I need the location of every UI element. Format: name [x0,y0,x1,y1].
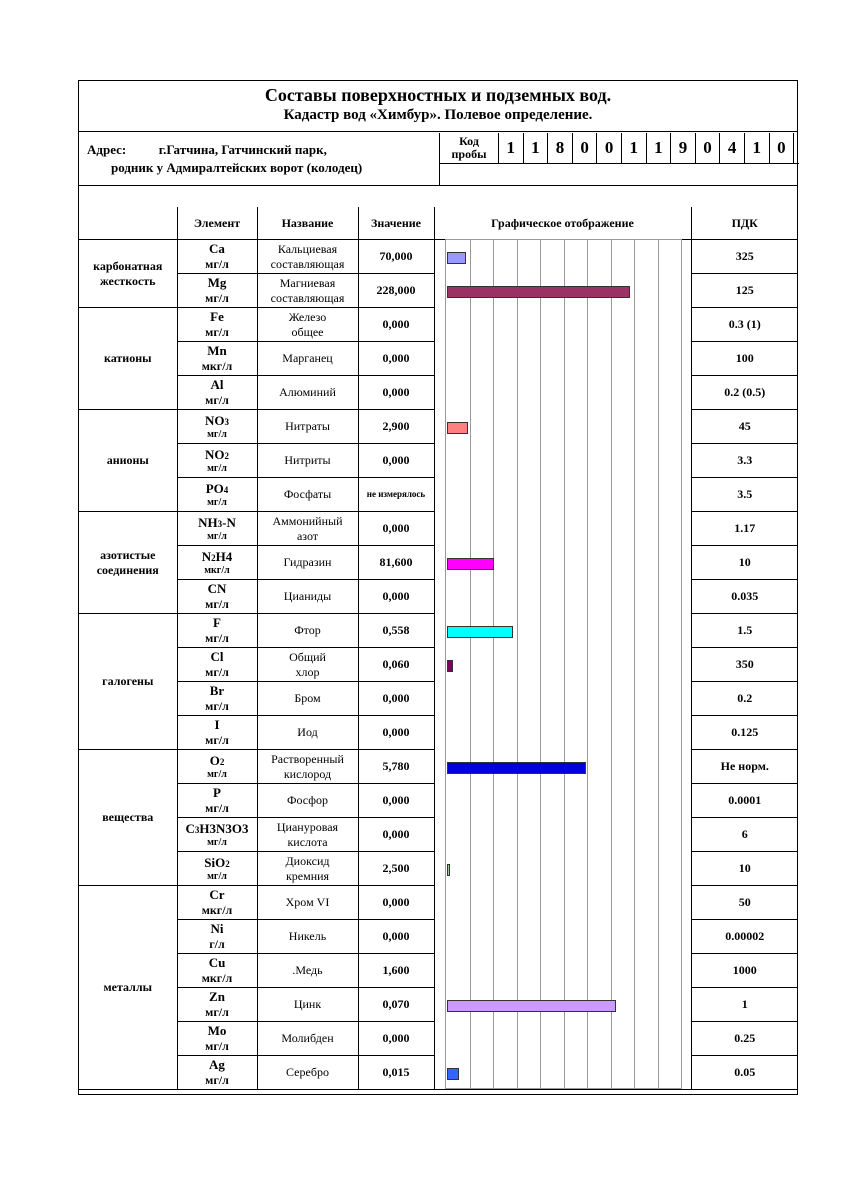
name-line-1: Серебро [286,1065,329,1079]
name-line-1: Растворенный [271,751,344,766]
element-cell [177,988,257,1022]
code-digit: 0 [696,133,721,163]
element-symbol: O [209,752,220,768]
element-symbol: Br [209,682,225,698]
element-symbol: NH [198,514,218,530]
pdk-cell: 0.00002 [691,920,798,954]
element-symbol-suffix: H3N3O3 [199,820,249,836]
element-cell [177,308,257,342]
element-symbol: I [214,716,220,732]
pdk-cell: 0.2 (0.5) [691,376,798,410]
element-unit: мг/л [205,290,229,305]
element-unit: мг/л [205,664,229,679]
pdk-cell: 100 [691,342,798,376]
divider [79,131,797,132]
divider [79,185,797,186]
name-cell [257,954,358,988]
name-cell [257,852,358,886]
header-value: Значение [358,207,434,240]
element-cell [177,750,257,784]
name-cell [257,818,358,852]
value-cell: 5,780 [358,750,434,784]
element-subscript: 2 [211,552,216,563]
element-subscript: 3 [217,518,223,529]
pdk-cell: 0.035 [691,580,798,614]
value-cell: 70,000 [358,240,434,274]
grid-line [587,240,588,1088]
value-cell: 0,070 [358,988,434,1022]
element-cell [177,716,257,750]
value-cell: не измерялось [358,478,434,512]
group-label-line-1: металлы [103,980,152,994]
address-line-2: родник у Адмиралтейских ворот (колодец) [111,160,363,175]
element-symbol: Mg [207,274,227,290]
name-line-1: Цианиды [283,589,332,603]
name-line-1: Диоксид [285,853,330,868]
element-cell [177,1056,257,1090]
pdk-cell: 10 [691,852,798,886]
value-cell: 2,900 [358,410,434,444]
name-line-1: .Медь [292,963,323,977]
element-cell [177,546,257,580]
table-row [79,240,798,274]
name-line-1: Марганец [282,351,333,365]
name-cell [257,342,358,376]
code-label-line-2: пробы [451,147,487,161]
value-cell: 2,500 [358,852,434,886]
value-cell: 0,000 [358,886,434,920]
address-label: Адрес: [87,142,127,157]
name-cell [257,1056,358,1090]
name-cell [257,750,358,784]
value-bar [447,864,450,876]
element-unit: мг/л [207,496,227,508]
header-name: Название [257,207,358,240]
element-cell [177,274,257,308]
element-cell [177,818,257,852]
value-cell: 0,000 [358,920,434,954]
name-line-1: Нитраты [285,419,330,433]
name-cell [257,580,358,614]
value-cell: 0,000 [358,1022,434,1056]
name-line-1: Магниевая [279,275,336,290]
name-line-1: Цинк [293,997,322,1011]
element-unit: мкг/л [201,970,233,985]
element-symbol: Ca [209,240,225,256]
element-symbol: CN [207,580,227,596]
name-line-1: Железо [288,309,327,324]
group-label-line-1: карбонатная [93,258,163,273]
value-cell: 0,558 [358,614,434,648]
element-unit: мкг/л [201,358,233,373]
name-line-1: Общий [289,649,326,664]
grid-line [564,240,565,1088]
value-cell: 0,000 [358,818,434,852]
element-cell [177,614,257,648]
element-unit: г/л [209,936,225,951]
value-cell: 0,000 [358,580,434,614]
element-cell [177,478,257,512]
value-bar [447,286,630,298]
name-cell [257,240,358,274]
pdk-cell: 3.3 [691,444,798,478]
element-symbol: N [201,548,212,564]
name-line-1: Алюминий [279,385,336,399]
sample-code-box [439,133,799,164]
pdk-cell: 6 [691,818,798,852]
element-unit: мг/л [207,530,227,542]
element-unit: мг/л [205,324,229,339]
element-subscript: 3 [194,824,200,835]
element-symbol: Ag [209,1056,225,1072]
grid-line [634,240,635,1088]
header-graph: Графическое отображение [434,207,691,240]
composition-table [79,207,798,1090]
element-cell [177,886,257,920]
pdk-cell: 0.05 [691,1056,798,1090]
element-cell [177,444,257,478]
name-cell [257,886,358,920]
code-digit: 9 [671,133,696,163]
element-symbol: P [213,784,221,800]
element-unit: мг/л [205,630,229,645]
code-digit: 1 [499,133,524,163]
element-subscript: 2 [224,450,229,461]
value-cell: 0,000 [358,716,434,750]
value-cell: 0,000 [358,512,434,546]
group-label-line-1: анионы [106,453,149,467]
element-cell [177,954,257,988]
value-bar [447,558,494,570]
pdk-cell: 3.5 [691,478,798,512]
element-symbol: Zn [209,988,225,1004]
element-unit: мг/л [205,732,229,747]
group-label-line-1: азотистые [100,547,156,562]
value-cell: 0,000 [358,376,434,410]
name-cell [257,478,358,512]
name-line-2: кислота [287,834,328,849]
element-cell [177,920,257,954]
header-pdk: ПДК [691,207,798,240]
value-cell: 0,000 [358,784,434,818]
name-cell [257,512,358,546]
value-cell: 0,000 [358,444,434,478]
element-symbol: NO [205,446,225,462]
group-label [79,410,177,512]
name-line-2: кислород [283,766,332,781]
element-symbol: Ni [210,920,224,936]
element-symbol: Cu [208,954,226,970]
pdk-cell: 1000 [691,954,798,988]
value-cell: 228,000 [358,274,434,308]
group-label-line-2: жесткость [99,273,156,288]
group-label [79,750,177,886]
element-unit: мкг/л [201,902,233,917]
value-bar [447,660,453,672]
name-cell [257,546,358,580]
code-digit: 1 [647,133,672,163]
name-cell [257,274,358,308]
pdk-cell: 10 [691,546,798,580]
pdk-cell: 325 [691,240,798,274]
element-unit: мг/л [205,392,229,407]
element-subscript: 3 [224,416,229,427]
address-line-1: г.Гатчина, Гатчинский парк, [158,142,327,157]
name-line-1: Никель [288,929,327,943]
element-symbol: SiO [204,854,226,870]
name-line-1: Фосфор [286,793,329,807]
pdk-cell: Не норм. [691,750,798,784]
value-cell: 81,600 [358,546,434,580]
name-line-2: азот [296,528,319,543]
page-title: Составы поверхностных и подземных вод. [264,85,612,105]
element-symbol: Al [210,376,224,392]
group-label [79,240,177,308]
pdk-cell: 45 [691,410,798,444]
value-bar [447,762,586,774]
name-line-1: Нитриты [284,453,331,467]
code-digit: 8 [548,133,573,163]
element-cell [177,1022,257,1056]
group-label [79,886,177,1090]
element-subscript: 2 [219,756,225,767]
group-label [79,512,177,614]
grid-line [470,240,471,1088]
value-bar [447,252,466,264]
name-line-2: составляющая [270,290,345,305]
element-symbol: Cr [209,886,225,902]
element-unit: мг/л [207,836,227,848]
name-cell [257,988,358,1022]
element-symbol: Cl [210,648,224,664]
code-digit: 0 [573,133,598,163]
element-unit: мг/л [207,428,227,440]
name-cell [257,784,358,818]
element-cell [177,648,257,682]
code-digit: 0 [597,133,622,163]
element-cell [177,852,257,886]
name-cell [257,614,358,648]
name-line-1: Хром VI [285,895,330,909]
element-symbol: F [213,614,221,630]
header-element: Элемент [177,207,257,240]
value-cell: 0,000 [358,308,434,342]
code-digit: 1 [524,133,549,163]
name-line-1: Фтор [294,623,321,637]
element-unit: мг/л [205,596,229,611]
name-cell [257,444,358,478]
element-unit: мг/л [205,256,229,271]
group-label [79,308,177,410]
code-digit: 1 [622,133,647,163]
pdk-cell: 0.2 [691,682,798,716]
value-cell: 1,600 [358,954,434,988]
report-frame [78,80,798,1095]
sample-code-digits [499,133,794,163]
element-cell [177,240,257,274]
name-cell [257,308,358,342]
value-bar [447,626,513,638]
value-bar [447,1000,616,1012]
name-line-1: Гидразин [283,555,332,569]
name-line-2: общее [291,324,324,339]
element-symbol: Fe [210,308,224,324]
group-label-line-1: катионы [103,351,152,365]
element-cell [177,580,257,614]
name-line-1: Циануровая [276,819,339,834]
element-symbol-suffix: H4 [215,548,233,564]
value-cell: 0,060 [358,648,434,682]
grid-line [658,240,659,1088]
element-cell [177,682,257,716]
bar-chart-area [445,239,682,1089]
grid-line [540,240,541,1088]
code-digit: 4 [720,133,745,163]
grid-line [611,240,612,1088]
element-unit: мг/л [207,768,227,780]
element-subscript: 2 [225,858,230,869]
name-cell [257,410,358,444]
element-cell [177,342,257,376]
value-cell: 0,015 [358,1056,434,1090]
element-unit: мг/л [207,462,227,474]
name-cell [257,682,358,716]
header-group [79,207,177,240]
name-line-2: хлор [295,664,320,679]
address-block [87,141,362,177]
name-line-1: Фосфаты [283,487,332,501]
name-line-1: Иод [297,725,318,739]
pdk-cell: 350 [691,648,798,682]
element-symbol-suffix: -N [222,514,236,530]
name-cell [257,920,358,954]
pdk-cell: 0.125 [691,716,798,750]
pdk-cell: 1.5 [691,614,798,648]
name-line-1: Кальциевая [277,241,338,256]
element-symbol: C [185,820,195,836]
code-label-line-1: Код [459,134,479,148]
name-line-1: Аммонийный [272,513,343,528]
element-cell [177,512,257,546]
page-subtitle: Кадастр вод «Химбур». Полевое определение. [283,107,593,123]
name-cell [257,648,358,682]
name-line-1: Бром [294,691,321,705]
code-digit: 0 [770,133,795,163]
value-bar [447,422,468,434]
element-unit: мг/л [205,800,229,815]
name-cell [257,716,358,750]
name-line-1: Молибден [281,1031,334,1045]
value-bar [447,1068,459,1080]
group-label-line-2: соединения [96,562,159,577]
grid-line [517,240,518,1088]
name-cell [257,376,358,410]
element-cell [177,376,257,410]
element-unit: мг/л [205,1072,229,1087]
grid-line [493,240,494,1088]
name-line-2: кремния [285,868,330,883]
element-unit: мг/л [205,1038,229,1053]
element-subscript: 4 [223,484,229,495]
pdk-cell: 50 [691,886,798,920]
element-cell [177,410,257,444]
element-unit: мкг/л [204,564,230,576]
name-cell [257,1022,358,1056]
group-label [79,614,177,750]
pdk-cell: 1 [691,988,798,1022]
element-symbol: Mn [207,342,227,358]
divider [439,164,440,185]
group-label-line-1: галогены [102,674,154,688]
element-unit: мг/л [205,1004,229,1019]
pdk-cell: 1.17 [691,512,798,546]
sample-code-label [440,133,499,163]
value-cell: 0,000 [358,682,434,716]
pdk-cell: 0.0001 [691,784,798,818]
element-unit: мг/л [207,870,227,882]
element-symbol: NO [205,412,225,428]
pdk-cell: 0.25 [691,1022,798,1056]
element-symbol: PO [205,480,224,496]
value-cell: 0,000 [358,342,434,376]
group-label-line-1: вещества [102,810,154,824]
name-line-2: составляющая [270,256,345,271]
pdk-cell: 125 [691,274,798,308]
element-unit: мг/л [205,698,229,713]
code-digit: 1 [745,133,770,163]
element-cell [177,784,257,818]
element-symbol: Mo [207,1022,227,1038]
pdk-cell: 0.3 (1) [691,308,798,342]
